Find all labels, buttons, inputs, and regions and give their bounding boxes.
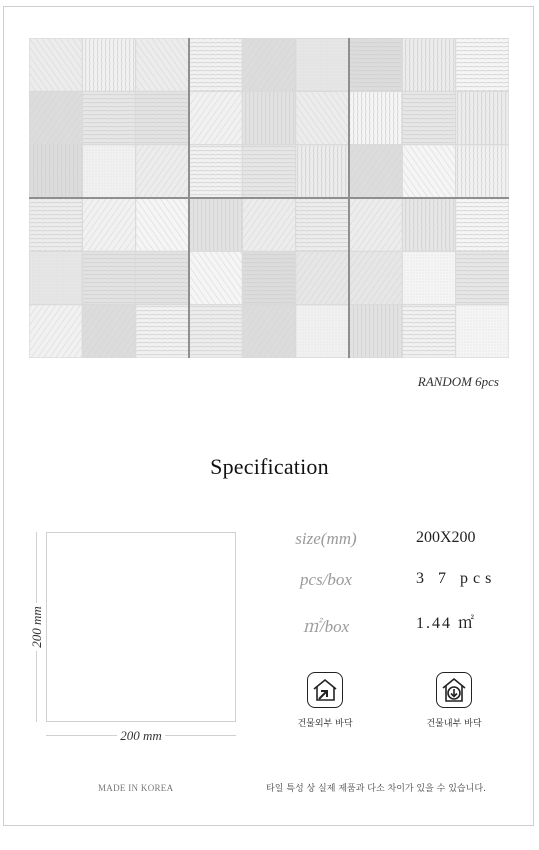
- tile-mosaic-image: [29, 38, 509, 358]
- tile-texture: [30, 92, 82, 144]
- tile-texture: [190, 305, 242, 357]
- tile-size-diagram: [46, 532, 236, 722]
- usage-exterior-floor: [270, 672, 380, 729]
- tile-texture: [243, 252, 295, 304]
- tile-texture: [350, 39, 402, 91]
- tile-texture: [136, 305, 188, 357]
- notice-text: 타일 특성 상 실제 제품과 다소 차이가 있을 수 있습니다.: [266, 784, 486, 794]
- tile-texture: [403, 39, 455, 91]
- tile-texture: [136, 39, 188, 91]
- pattern-caption: RANDOM 6pcs: [417, 374, 499, 389]
- interior-floor-icon: [436, 672, 472, 708]
- tile-texture: [296, 145, 348, 197]
- tile-texture: [456, 252, 508, 304]
- tile-texture: [296, 92, 348, 144]
- tile-texture: [350, 252, 402, 304]
- tile-texture: [456, 145, 508, 197]
- tile-texture: [243, 39, 295, 91]
- tile-texture: [136, 92, 188, 144]
- width-dimension: [46, 727, 236, 745]
- tile-texture: [190, 145, 242, 197]
- tile-texture: [243, 92, 295, 144]
- tile-texture: [83, 305, 135, 357]
- tile-texture: [190, 39, 242, 91]
- tile-texture: [350, 305, 402, 357]
- tile-texture: [30, 145, 82, 197]
- exterior-floor-icon: [307, 672, 343, 708]
- tile-texture: [403, 305, 455, 357]
- tile-texture: [83, 39, 135, 91]
- origin-label: MADE IN KOREA: [98, 783, 174, 793]
- spec-label-area: ㎡/box: [302, 617, 350, 636]
- tile-texture: [30, 39, 82, 91]
- tile-texture: [350, 92, 402, 144]
- specification-title: Specification: [210, 454, 329, 479]
- spec-value-pcs: 3 7 pcs: [416, 570, 497, 587]
- tile-texture: [403, 92, 455, 144]
- tile-texture: [190, 92, 242, 144]
- tile-texture: [403, 145, 455, 197]
- tile-texture: [83, 252, 135, 304]
- tile-texture: [456, 199, 508, 251]
- tile-texture: [243, 305, 295, 357]
- spec-label-size: size(mm): [295, 529, 357, 548]
- tile-texture: [136, 252, 188, 304]
- spec-value-area: 1.44 ㎡: [416, 615, 477, 632]
- tile-texture: [296, 252, 348, 304]
- height-dimension-label: 200 mm: [29, 603, 44, 651]
- tile-texture: [243, 145, 295, 197]
- tile-texture: [296, 199, 348, 251]
- tile-texture: [190, 252, 242, 304]
- tile-pattern: [29, 38, 509, 358]
- width-dimension-label: 200 mm: [117, 728, 165, 743]
- tile-texture: [30, 252, 82, 304]
- usage-exterior-floor-label: 건물외부 바닥: [297, 719, 353, 729]
- tile-texture: [350, 145, 402, 197]
- tile-texture: [30, 199, 82, 251]
- tile-texture: [456, 305, 508, 357]
- tile-texture: [83, 145, 135, 197]
- tile-texture: [30, 305, 82, 357]
- tile-texture: [136, 199, 188, 251]
- usage-interior-floor-label: 건물내부 바닥: [426, 719, 482, 729]
- tile-texture: [296, 305, 348, 357]
- tile-texture: [296, 39, 348, 91]
- tile-texture: [456, 92, 508, 144]
- tile-texture: [83, 92, 135, 144]
- tile-texture: [403, 252, 455, 304]
- spec-value-size: 200X200: [416, 529, 476, 546]
- spec-label-pcs: pcs/box: [300, 570, 352, 589]
- tile-texture: [456, 39, 508, 91]
- tile-texture: [243, 199, 295, 251]
- height-dimension: [28, 532, 46, 722]
- tile-texture: [190, 199, 242, 251]
- usage-interior-floor: [399, 672, 509, 729]
- tile-texture: [350, 199, 402, 251]
- tile-texture: [136, 145, 188, 197]
- tile-texture: [403, 199, 455, 251]
- tile-texture: [83, 199, 135, 251]
